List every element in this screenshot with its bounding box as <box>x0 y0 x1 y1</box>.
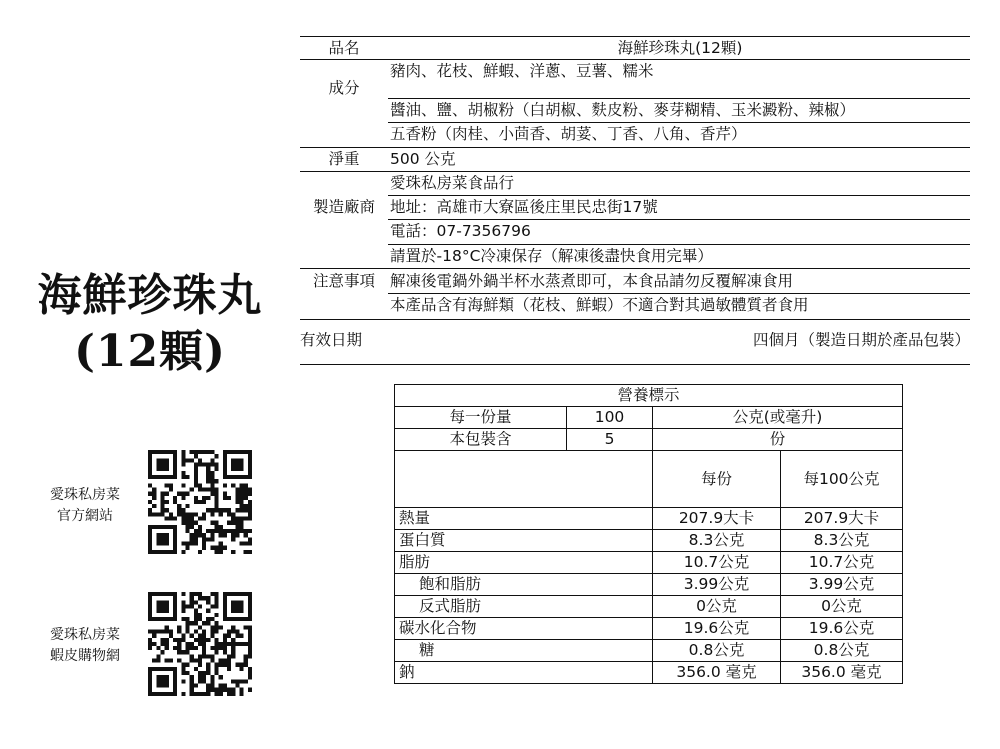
manufacturer-line: 電話：07-7356796 <box>390 222 531 240</box>
product-name-label: 品名 <box>328 39 360 57</box>
col-per-100g-header: 每100公克 <box>781 451 903 508</box>
nutrient-name: 鈉 <box>395 662 653 684</box>
expiry-value: 四個月（製造日期於產品包裝） <box>752 331 970 349</box>
product-name-value: 海鮮珍珠丸(12顆) <box>617 39 743 57</box>
nutrition-row <box>395 596 903 618</box>
serving-size-unit: 公克(或毫升) <box>653 407 903 429</box>
nutrient-name: 碳水化合物 <box>395 618 653 640</box>
expiry-label: 有效日期 <box>300 331 363 349</box>
qr-code-shopee-store[interactable] <box>148 592 252 700</box>
qr-code-icon <box>148 450 252 554</box>
nutrient-per-100g: 19.6公克 <box>781 618 903 640</box>
ingredients-line: 醬油、鹽、胡椒粉（白胡椒、麩皮粉、麥芽糊精、玉米澱粉、辣椒） <box>390 101 856 119</box>
nutrient-per-serving: 3.99公克 <box>653 574 781 596</box>
nutrient-per-100g: 10.7公克 <box>781 552 903 574</box>
nutrition-row <box>395 574 903 596</box>
notes-line: 本產品含有海鮮類（花枝、鮮蝦）不適合對其過敏體質者食用 <box>390 296 809 314</box>
nutrition-row <box>395 618 903 640</box>
servings-per-package-label: 本包裝含 <box>395 429 567 451</box>
nutrient-per-serving: 356.0 毫克 <box>653 662 781 684</box>
notes-line: 請置於-18°C冷凍保存（解凍後盡快食用完畢） <box>390 247 713 265</box>
nutrition-title: 營養標示 <box>395 385 903 407</box>
nutrient-name: 飽和脂肪 <box>395 574 653 596</box>
qr-code-icon <box>148 592 252 696</box>
nutrition-row <box>395 662 903 684</box>
col-per-serving-header: 每份 <box>653 451 781 508</box>
nutrition-row <box>395 508 903 530</box>
nutrient-per-serving: 0.8公克 <box>653 640 781 662</box>
nutrient-per-100g: 356.0 毫克 <box>781 662 903 684</box>
servings-per-package-value: 5 <box>567 429 653 451</box>
net-weight-value: 500 公克 <box>390 150 456 168</box>
nutrient-name: 脂肪 <box>395 552 653 574</box>
nutrient-per-serving: 8.3公克 <box>653 530 781 552</box>
ingredients-label: 成分 <box>328 79 360 97</box>
ingredients-line: 五香粉（肉桂、小茴香、胡荽、丁香、八角、香芹） <box>390 125 747 143</box>
nutrient-per-serving: 0公克 <box>653 596 781 618</box>
nutrition-header-blank <box>395 451 653 508</box>
nutrient-per-100g: 0.8公克 <box>781 640 903 662</box>
net-weight-label: 淨重 <box>328 150 360 168</box>
manufacturer-label: 製造廠商 <box>312 198 375 216</box>
nutrient-per-serving: 10.7公克 <box>653 552 781 574</box>
manufacturer-line: 地址：高雄市大寮區後庄里民忠街17號 <box>390 198 658 216</box>
qr-code-official-site[interactable] <box>148 450 252 558</box>
nutrient-name: 反式脂肪 <box>395 596 653 618</box>
notes-line: 解凍後電鍋外鍋半杯水蒸煮即可，本食品請勿反覆解凍食用 <box>390 272 794 290</box>
nutrient-per-100g: 3.99公克 <box>781 574 903 596</box>
nutrient-per-100g: 8.3公克 <box>781 530 903 552</box>
nutrient-name: 熱量 <box>395 508 653 530</box>
qr-label-official-site: 愛珠私房菜 官方網站 <box>50 487 120 524</box>
notes-label: 注意事項 <box>312 272 375 290</box>
nutrition-row <box>395 530 903 552</box>
serving-size-value: 100 <box>567 407 653 429</box>
qr-label-shopee-store: 愛珠私房菜 蝦皮購物網 <box>50 627 120 664</box>
nutrient-name: 糖 <box>395 640 653 662</box>
product-title <box>30 268 270 380</box>
ingredients-line: 豬肉、花枝、鮮蝦、洋蔥、豆薯、糯米 <box>390 62 654 80</box>
nutrient-per-100g: 207.9大卡 <box>781 508 903 530</box>
product-title-line1: 海鮮珍珠丸 <box>37 270 263 321</box>
serving-size-label: 每一份量 <box>395 407 567 429</box>
nutrient-per-100g: 0公克 <box>781 596 903 618</box>
nutrition-facts-table <box>394 384 903 684</box>
nutrient-per-serving: 19.6公克 <box>653 618 781 640</box>
nutrition-row <box>395 552 903 574</box>
nutrient-per-serving: 207.9大卡 <box>653 508 781 530</box>
servings-per-package-unit: 份 <box>653 429 903 451</box>
product-title-line2: (12顆) <box>74 326 226 377</box>
nutrient-name: 蛋白質 <box>395 530 653 552</box>
nutrition-row <box>395 640 903 662</box>
manufacturer-line: 愛珠私房菜食品行 <box>390 174 515 192</box>
